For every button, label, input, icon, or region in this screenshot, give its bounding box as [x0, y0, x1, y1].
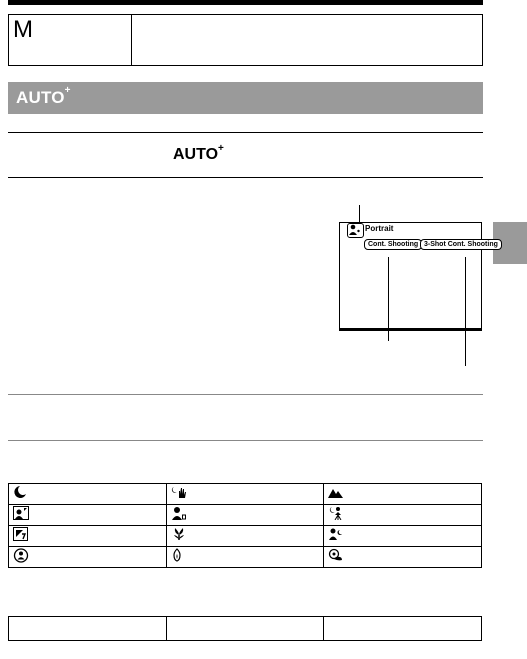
screen-scene-title: Portrait — [365, 224, 394, 233]
bottom-table — [8, 616, 482, 641]
auto-plus-label: AUTO+ — [173, 143, 224, 163]
table-cell — [324, 505, 482, 526]
row1-bottom-rule — [8, 177, 483, 178]
spotlight-icon — [13, 548, 29, 564]
table-cell — [166, 617, 324, 641]
table-cell — [324, 526, 482, 547]
night-scene-icon — [13, 485, 29, 501]
table-cell — [9, 505, 167, 526]
mode-row — [8, 14, 483, 66]
low-light-icon — [171, 548, 187, 564]
table-cell — [324, 484, 482, 505]
table-row — [9, 547, 482, 568]
lcd-screen-illustration — [339, 222, 498, 331]
table-cell — [324, 547, 482, 568]
night-portrait-tripod-icon — [328, 506, 344, 522]
table-row — [9, 617, 482, 641]
night-portrait-icon — [328, 527, 344, 543]
backlight-portrait-icon — [13, 506, 29, 522]
table-row — [9, 505, 482, 526]
table-cell — [9, 484, 167, 505]
landscape-icon — [328, 485, 344, 501]
table-cell — [324, 617, 482, 641]
table-row — [9, 526, 482, 547]
section-header — [8, 82, 483, 114]
table-row — [9, 484, 482, 505]
portrait-icon — [171, 506, 187, 522]
table-cell — [9, 526, 167, 547]
section-title: AUTO+ — [16, 85, 71, 107]
hand-held-twilight-icon — [171, 485, 187, 501]
callout-line-3shot — [465, 257, 466, 366]
macro-icon — [171, 527, 187, 543]
table-cell — [166, 547, 324, 568]
backlight-icon — [13, 527, 29, 543]
mode-row-divider — [131, 15, 132, 65]
scene-icon-table — [8, 483, 482, 568]
table-cell — [166, 505, 324, 526]
infant-icon — [328, 548, 344, 564]
top-rule — [8, 0, 483, 5]
three-shot-cont-shooting-pill: 3-Shot Cont. Shooting — [420, 239, 502, 250]
rule-2 — [8, 440, 483, 441]
mode-letter: M — [13, 16, 33, 43]
cont-shooting-pill: Cont. Shooting — [364, 239, 422, 250]
portrait-icon — [347, 223, 364, 238]
callout-line-scene-icon — [359, 205, 360, 223]
table-cell — [9, 617, 167, 641]
callout-line-cont-shooting — [388, 257, 389, 341]
table-cell — [166, 484, 324, 505]
table-cell — [166, 526, 324, 547]
rule-1 — [8, 394, 483, 395]
table-cell — [9, 547, 167, 568]
row1-top-rule — [8, 132, 483, 133]
